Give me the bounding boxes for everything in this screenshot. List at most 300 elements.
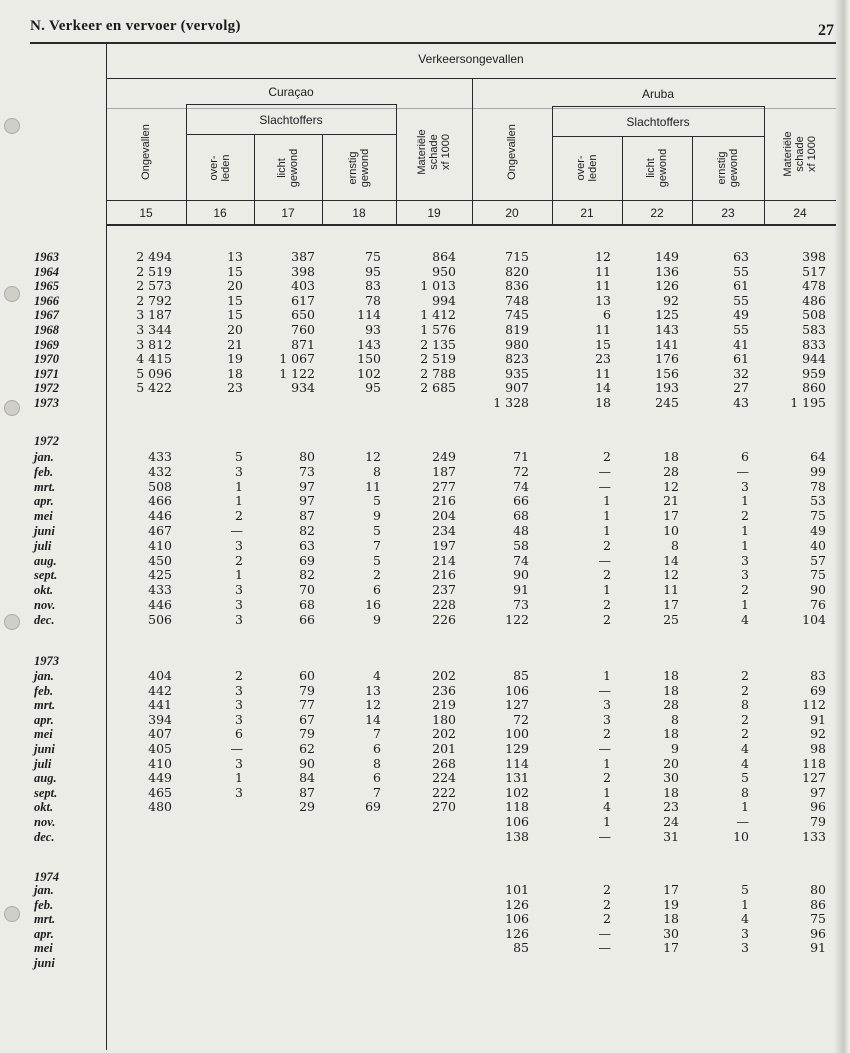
table-cell: 102: [505, 784, 529, 800]
row-label: apr.: [34, 926, 54, 941]
table-cell: 2 494: [136, 249, 172, 264]
table-cell: 156: [655, 365, 679, 381]
table-cell: 6: [603, 307, 611, 323]
row-label: feb.: [34, 464, 54, 479]
row-label: mrt.: [34, 698, 56, 713]
table-cell: 1: [235, 567, 243, 583]
table-cell: 980: [505, 336, 529, 352]
table-cell: 2: [741, 682, 749, 698]
table-cell: 216: [432, 493, 456, 509]
table-cell: 61: [733, 278, 749, 294]
table-cell: 12: [663, 567, 679, 583]
table-cell: 71: [513, 449, 529, 464]
table-cell: 3: [741, 925, 749, 941]
table-cell: 1 067: [279, 351, 315, 367]
table-cell: 1: [603, 493, 611, 509]
table-cell: 91: [513, 582, 529, 598]
table-cell: 617: [291, 292, 315, 308]
table-cell: 112: [802, 697, 826, 713]
binder-hole: [4, 400, 20, 416]
table-cell: 3 344: [136, 322, 172, 337]
table-cell: 133: [802, 828, 826, 844]
table-cell: 433: [148, 449, 172, 464]
table-cell: 2: [741, 711, 749, 727]
table-cell: 11: [595, 322, 611, 337]
table-cell: 1: [741, 523, 749, 538]
table-cell: 715: [505, 249, 529, 264]
table-cell: 219: [432, 697, 456, 713]
table-cell: 30: [663, 925, 679, 941]
table-cell: 2: [603, 449, 611, 464]
table-cell: 70: [299, 582, 315, 598]
header-schade-aruba: Materiële schade xf 1000: [782, 131, 818, 177]
table-cell: 197: [432, 537, 456, 553]
stub-divider: [106, 44, 107, 1050]
row-label: jan.: [34, 883, 54, 897]
row-label: 1969: [34, 337, 59, 352]
table-cell: 4: [741, 741, 749, 756]
section-heading-1972: 1972: [34, 434, 59, 448]
table-cell: 95: [365, 263, 381, 279]
row-label: feb.: [34, 897, 54, 912]
row-label: dec.: [34, 612, 55, 627]
table-cell: 90: [299, 755, 315, 771]
table-cell: 5 096: [136, 365, 172, 381]
table-cell: 18: [663, 911, 679, 927]
table-cell: 85: [513, 668, 529, 683]
table-cell: 79: [299, 726, 315, 742]
table-cell: 8: [373, 755, 381, 771]
table-cell: 58: [513, 537, 529, 553]
table-cell: 75: [365, 249, 381, 264]
table-cell: 4: [603, 799, 611, 815]
header-licht-curacao: licht gewond: [276, 148, 300, 188]
table-cell: 9: [671, 741, 679, 756]
table-cell: 214: [432, 552, 456, 568]
table-cell: 55: [733, 322, 749, 337]
table-cell: 6: [373, 582, 381, 598]
header-aruba: Aruba: [641, 87, 675, 101]
table-cell: 118: [505, 799, 529, 815]
table-cell: 1: [603, 523, 611, 538]
table-cell: 2: [603, 611, 611, 627]
table-cell: 745: [505, 307, 529, 323]
table-cell: 28: [663, 697, 679, 713]
table-cell: 466: [148, 493, 172, 509]
header-slachtoffers-aruba: Slachtoffers: [626, 115, 690, 129]
table-cell: 204: [432, 508, 456, 524]
table-cell: —: [230, 741, 243, 756]
table-cell: 4: [741, 755, 749, 771]
header-ernstig-aruba: ernstig gewond: [716, 148, 740, 188]
table-cell: 15: [227, 307, 243, 323]
table-cell: 1 122: [279, 365, 315, 381]
row-label: sept.: [34, 568, 58, 583]
table-cell: 96: [810, 799, 826, 815]
table-cell: 478: [802, 278, 826, 294]
table-cell: 98: [810, 741, 826, 756]
table-cell: 93: [365, 322, 381, 337]
table-cell: 2: [603, 896, 611, 912]
table-cell: 29: [299, 799, 315, 815]
table-cell: 1: [603, 508, 611, 524]
table-cell: 3: [235, 611, 243, 627]
row-label: 1972: [34, 381, 59, 396]
table-cell: 69: [810, 682, 826, 698]
table-cell: 69: [299, 552, 315, 568]
table-cell: 2: [603, 537, 611, 553]
table-cell: 3: [741, 567, 749, 583]
table-cell: 202: [432, 726, 456, 742]
table-cell: 3: [235, 582, 243, 598]
header-verkeersongevallen: Verkeersongevallen: [418, 52, 524, 66]
table-cell: 5: [741, 882, 749, 897]
table-cell: 13: [595, 292, 611, 308]
table-cell: 72: [513, 463, 529, 479]
row-label: juli: [34, 538, 52, 553]
table-cell: 11: [365, 478, 381, 494]
header-rule: [106, 78, 836, 79]
table-cell: 100: [505, 726, 529, 742]
table-cell: 836: [505, 278, 529, 294]
table-cell: 24: [663, 814, 679, 829]
table-cell: 68: [513, 508, 529, 524]
table-cell: 2: [235, 552, 243, 568]
row-label: 1973: [34, 396, 59, 410]
table-cell: 66: [513, 493, 529, 509]
table-cell: 97: [810, 784, 826, 800]
table-cell: 5: [741, 770, 749, 786]
table-cell: 131: [505, 770, 529, 786]
col-divider: [764, 106, 765, 224]
row-label: juli: [34, 756, 52, 771]
table-cell: 180: [432, 711, 456, 727]
table-cell: 480: [148, 799, 172, 815]
table-cell: 760: [291, 322, 315, 337]
table-cell: 101: [505, 882, 529, 897]
row-label: okt.: [34, 800, 54, 815]
table-cell: 8: [671, 711, 679, 727]
table-cell: 90: [513, 567, 529, 583]
table-cell: 102: [357, 365, 381, 381]
table-cell: 15: [227, 263, 243, 279]
col-number: 20: [505, 206, 519, 220]
table-cell: 950: [432, 263, 456, 279]
table-cell: 141: [655, 336, 679, 352]
col-number: 24: [793, 206, 807, 220]
table-cell: 3 812: [136, 336, 172, 352]
table-cell: 583: [802, 322, 826, 337]
table-cell: 91: [810, 940, 826, 956]
row-label: 1967: [34, 308, 59, 323]
table-cell: 1: [741, 537, 749, 553]
table-cell: 3: [741, 552, 749, 568]
row-label: apr.: [34, 494, 54, 509]
table-cell: 270: [432, 799, 456, 815]
table-cell: 12: [365, 449, 381, 464]
table-cell: 2: [741, 726, 749, 742]
table-cell: 944: [802, 351, 826, 367]
table-cell: 75: [810, 508, 826, 524]
table-cell: 517: [802, 263, 826, 279]
table-cell: 18: [663, 726, 679, 742]
col-number: 19: [427, 206, 441, 220]
table-cell: 394: [148, 711, 172, 727]
row-label: mei: [34, 727, 53, 742]
header-curacao: Curaçao: [268, 85, 314, 99]
table-cell: 860: [802, 380, 826, 396]
table-cell: 6: [373, 770, 381, 786]
table-cell: 66: [299, 611, 315, 627]
table-cell: 61: [733, 351, 749, 367]
table-cell: 1 328: [493, 395, 529, 410]
row-label: 1965: [34, 279, 59, 294]
table-cell: 187: [432, 463, 456, 479]
table-cell: 1: [741, 597, 749, 612]
table-cell: 1: [235, 478, 243, 494]
header-overleden-aruba: over- leden: [575, 154, 599, 182]
table-cell: 18: [663, 784, 679, 800]
table-cell: 126: [505, 896, 529, 912]
table-cell: —: [598, 552, 611, 568]
table-cell: 2 519: [136, 263, 172, 279]
table-cell: 67: [299, 711, 315, 727]
table-cell: 1: [741, 493, 749, 509]
table-cell: 83: [365, 278, 381, 294]
table-cell: 3: [235, 697, 243, 713]
table-cell: 4: [741, 611, 749, 627]
table-cell: 83: [810, 668, 826, 683]
table-cell: 11: [595, 365, 611, 381]
col-divider: [396, 104, 397, 224]
table-cell: 2: [373, 567, 381, 583]
table-cell: 3 187: [136, 307, 172, 323]
header-ongevallen-curacao: Ongevallen: [140, 124, 152, 180]
table-cell: 60: [299, 668, 315, 683]
table-cell: —: [736, 814, 749, 829]
table-cell: 11: [663, 582, 679, 598]
table-cell: 410: [148, 755, 172, 771]
table-cell: 118: [802, 755, 826, 771]
table-cell: 9: [373, 611, 381, 627]
col-divider: [322, 134, 323, 224]
table-cell: 78: [365, 292, 381, 308]
table-cell: 76: [810, 597, 826, 612]
table-cell: 49: [733, 307, 749, 323]
table-cell: 176: [655, 351, 679, 367]
row-label: mrt.: [34, 479, 56, 494]
header-ernstig-curacao: ernstig gewond: [347, 148, 371, 188]
table-cell: 234: [432, 523, 456, 538]
table-cell: 508: [802, 307, 826, 323]
table-cell: 2: [603, 882, 611, 897]
table-cell: 129: [505, 741, 529, 756]
table-cell: 68: [299, 597, 315, 612]
binder-hole: [4, 118, 20, 134]
table-cell: 2 519: [420, 351, 456, 367]
table-cell: 79: [810, 814, 826, 829]
table-cell: 7: [373, 726, 381, 742]
table-cell: 398: [802, 249, 826, 264]
table-cell: 1: [741, 799, 749, 815]
header-rule: [552, 106, 764, 107]
table-cell: 21: [227, 336, 243, 352]
header-rule: [186, 134, 396, 135]
table-cell: 84: [299, 770, 315, 786]
row-label: 1964: [34, 264, 59, 279]
table-cell: 86: [810, 896, 826, 912]
table-cell: 405: [148, 741, 172, 756]
table-cell: 228: [432, 597, 456, 612]
row-label: jan.: [34, 669, 54, 683]
table-cell: 13: [227, 249, 243, 264]
col-number: 17: [281, 206, 295, 220]
table-cell: 506: [148, 611, 172, 627]
table-cell: 226: [432, 611, 456, 627]
table-cell: 97: [299, 478, 315, 494]
table-cell: 96: [810, 925, 826, 941]
table-cell: 106: [505, 814, 529, 829]
row-label: feb.: [34, 683, 54, 698]
table-cell: 1: [603, 582, 611, 598]
table-cell: 15: [227, 292, 243, 308]
table-cell: 441: [148, 697, 172, 713]
table-cell: 201: [432, 741, 456, 756]
table-cell: 6: [373, 741, 381, 756]
table-cell: 8: [373, 463, 381, 479]
row-label: juni: [34, 956, 55, 970]
table-cell: 1: [741, 896, 749, 912]
table-cell: —: [598, 478, 611, 494]
table-cell: 1 195: [790, 395, 826, 410]
table-cell: 62: [299, 741, 315, 756]
table-cell: 82: [299, 523, 315, 538]
table-cell: 8: [741, 697, 749, 713]
row-label: 1970: [34, 352, 59, 367]
table-cell: 2: [603, 597, 611, 612]
table-cell: —: [598, 463, 611, 479]
table-cell: 3: [235, 682, 243, 698]
row-label: juni: [34, 742, 55, 756]
table-cell: 14: [663, 552, 679, 568]
table-cell: 23: [663, 799, 679, 815]
table-cell: 12: [663, 478, 679, 494]
row-label: apr.: [34, 712, 54, 727]
table-cell: 75: [810, 911, 826, 927]
table-cell: 19: [663, 896, 679, 912]
table-cell: 126: [655, 278, 679, 294]
table-cell: 10: [733, 828, 749, 844]
row-label: nov.: [34, 815, 56, 829]
table-cell: 2 788: [420, 365, 456, 381]
table-cell: 87: [299, 784, 315, 800]
table-cell: 73: [513, 597, 529, 612]
table-cell: 3: [235, 597, 243, 612]
table-cell: 92: [663, 292, 679, 308]
table-cell: 4: [373, 668, 381, 683]
page-title: N. Verkeer en vervoer (vervolg): [30, 18, 241, 34]
table-cell: 78: [810, 478, 826, 494]
table-cell: 77: [299, 697, 315, 713]
section-heading-1973: 1973: [34, 654, 59, 668]
page-edge-shadow: [834, 0, 850, 1053]
col-divider: [622, 136, 623, 224]
table-cell: 80: [810, 882, 826, 897]
col-number: 16: [213, 206, 227, 220]
col-divider: [254, 134, 255, 224]
table-cell: 486: [802, 292, 826, 308]
table-cell: 465: [148, 784, 172, 800]
col-divider: [692, 136, 693, 224]
table-cell: 2 792: [136, 292, 172, 308]
table-cell: 127: [505, 697, 529, 713]
header-rule: [106, 200, 836, 201]
header-rule: [186, 104, 396, 105]
table-cell: 222: [432, 784, 456, 800]
binder-hole: [4, 286, 20, 302]
table-cell: —: [736, 463, 749, 479]
table-cell: —: [598, 925, 611, 941]
header-schade-curacao: Materiële schade xf 1000: [416, 129, 452, 175]
table-cell: —: [598, 828, 611, 844]
table-cell: 907: [505, 380, 529, 396]
table-cell: 3: [603, 697, 611, 713]
table-cell: 127: [802, 770, 826, 786]
table-cell: 871: [291, 336, 315, 352]
table-cell: 14: [365, 711, 381, 727]
table-cell: 277: [432, 478, 456, 494]
table-cell: 85: [513, 940, 529, 956]
table-cell: 449: [148, 770, 172, 786]
table-cell: 442: [148, 682, 172, 698]
table-cell: 12: [365, 697, 381, 713]
table-cell: 1: [603, 814, 611, 829]
header-slachtoffers-curacao: Slachtoffers: [259, 113, 323, 127]
row-label: nov.: [34, 598, 56, 612]
table-cell: 104: [802, 611, 826, 627]
table-cell: 2: [603, 770, 611, 786]
row-label: 1966: [34, 293, 59, 308]
table-cell: 9: [373, 508, 381, 524]
table-cell: 74: [513, 478, 529, 494]
table-cell: 55: [733, 263, 749, 279]
row-label: sept.: [34, 785, 58, 800]
table-cell: 11: [595, 278, 611, 294]
page-header: [30, 18, 840, 40]
table-cell: 21: [663, 493, 679, 509]
table-cell: 87: [299, 508, 315, 524]
table-cell: 99: [810, 463, 826, 479]
table-cell: 823: [505, 351, 529, 367]
table-cell: 126: [505, 925, 529, 941]
binder-hole: [4, 906, 20, 922]
table-cell: 5 422: [136, 380, 172, 396]
table-cell: 79: [299, 682, 315, 698]
table-cell: 18: [663, 682, 679, 698]
table-cell: 3: [235, 463, 243, 479]
table-cell: 2 573: [136, 278, 172, 294]
table-cell: 72: [513, 711, 529, 727]
table-cell: 16: [365, 597, 381, 612]
table-cell: 934: [291, 380, 315, 396]
table-cell: 935: [505, 365, 529, 381]
table-cell: 15: [595, 336, 611, 352]
row-label: mei: [34, 941, 53, 956]
col-number: 15: [139, 206, 153, 220]
table-cell: 74: [513, 552, 529, 568]
row-label: mei: [34, 509, 53, 524]
row-label: okt.: [34, 583, 54, 598]
